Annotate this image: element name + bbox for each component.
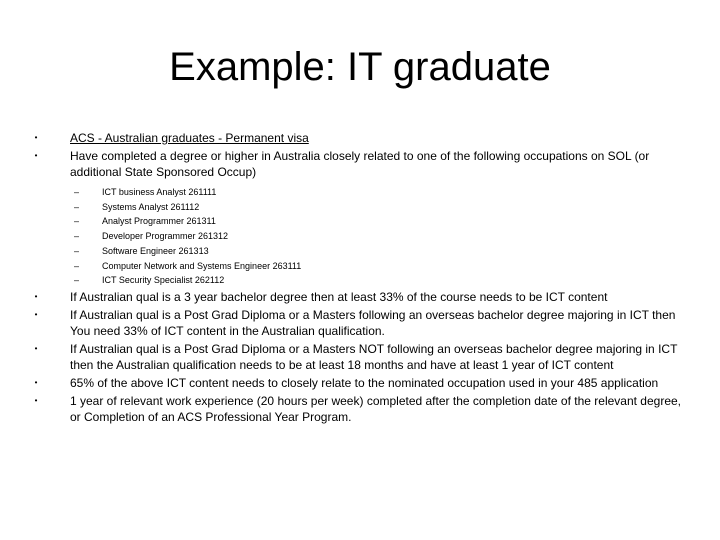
occupation-text: ICT Security Specialist 262112 [102,275,225,286]
sub-marker: – [74,260,80,271]
occupation-item [74,200,634,215]
bullet-item [30,307,690,339]
top-bullet-list [30,130,690,180]
occupation-text: Analyst Programmer 261311 [102,216,216,227]
occupation-item [74,259,634,274]
bullet-item [30,393,690,425]
bullet-item [30,341,690,373]
slide-title: Example: IT graduate [169,45,551,89]
occupation-text: Software Engineer 261313 [102,245,209,256]
occupation-item [74,273,634,288]
occupation-item [74,185,634,200]
sub-marker: – [74,216,80,227]
bullet-text: If Australian qual is a Post Grad Diploma or a Masters NOT following an overseas bachelor degree majoring in ICT then the Australian qualification needs to be at least 18 months and have at least 1 year of ICT content [70,342,678,372]
sub-marker: – [74,231,80,242]
bullet-text: If Australian qual is a 3 year bachelor degree then at least 33% of the course needs to be ICT content [70,290,608,304]
occupation-text: Developer Programmer 261312 [102,231,229,242]
sub-marker: – [74,201,80,212]
bullet-text: 65% of the above ICT content needs to closely relate to the nominated occupation used in your 485 application [70,376,659,390]
occupation-text: ICT business Analyst 261111 [102,187,217,197]
bullet-marker: • [34,378,38,387]
bullet-marker: • [34,151,38,160]
bullet-marker: • [34,396,38,405]
occupation-text: Computer Network and Systems Engineer 263111 [102,260,302,271]
bullet-item [30,289,690,305]
bullet-text: If Australian qual is a Post Grad Diploma or a Masters following an overseas bachelor degree majoring in ICT then You need 33% of ICT content in the Australian qualification. [70,308,676,338]
occupation-item [74,244,634,259]
sub-marker: – [74,187,80,197]
bullet-marker: • [34,344,38,353]
occupation-item [74,214,634,229]
bullet-marker: • [34,133,38,142]
bullet-item [30,148,690,180]
bullet-item [30,375,690,391]
bullet-text: Have completed a degree or higher in Australia closely related to one of the following occupations on SOL (or additional State Sponsored Occup) [70,149,650,179]
bullet-text: 1 year of relevant work experience (20 hours per week) completed after the completion date of the relevant degree, or Completion of an ACS Professional Year Program. [70,394,682,424]
bottom-bullet-list [30,289,690,425]
sub-marker: – [74,245,80,256]
occupation-text: Systems Analyst 261112 [102,201,200,212]
occupation-list [74,185,634,288]
bullet-item [30,130,690,146]
bullet-marker: • [34,310,38,319]
occupation-item [74,229,634,244]
bullet-text: ACS - Australian graduates - Permanent visa [70,131,309,145]
bullet-marker: • [34,292,38,301]
sub-marker: – [74,275,80,286]
